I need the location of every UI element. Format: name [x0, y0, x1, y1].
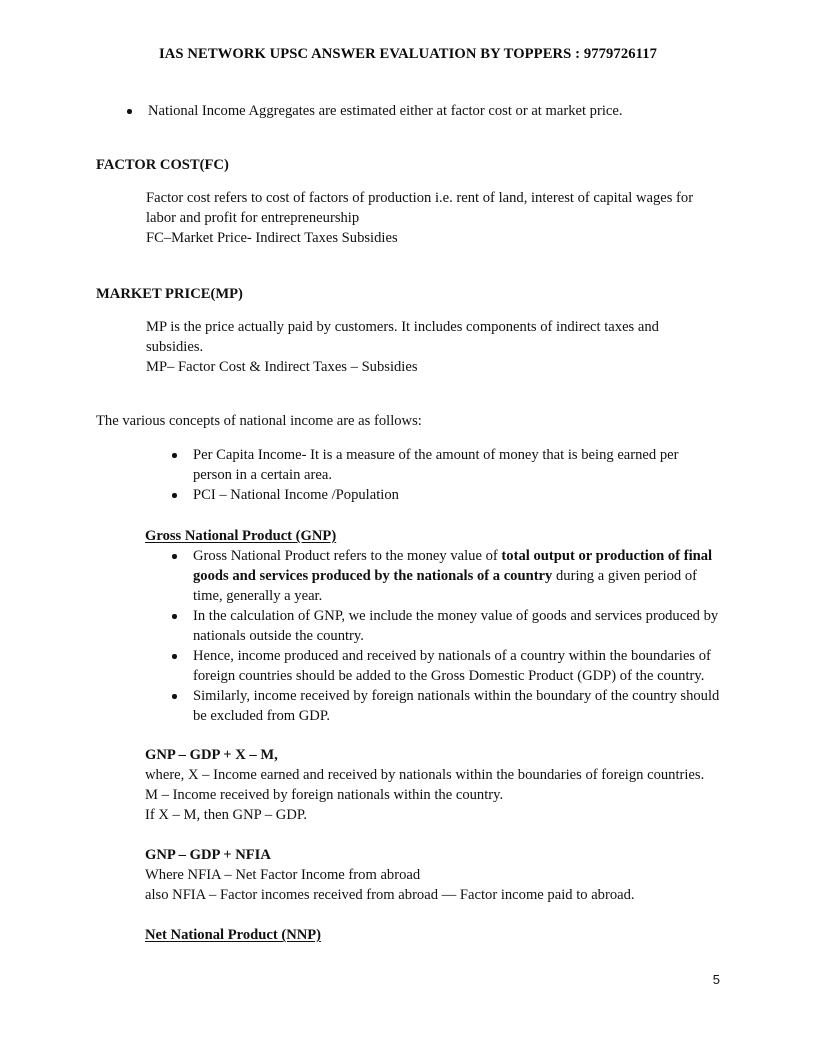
list-item [172, 485, 692, 505]
section-heading-factor-cost: FACTOR COST(FC) [96, 157, 229, 173]
list-item [172, 646, 720, 686]
gnp-bullet-1-pre: Gross National Product refers to the money value of [193, 548, 502, 564]
concepts-intro-text: The various concepts of national income are as follows: [96, 413, 422, 429]
intro-bullet-list [127, 101, 727, 121]
gnp-formula-1-note-3: If X – M, then GNP – GDP. [145, 807, 308, 823]
bullet-dot-icon [172, 493, 177, 498]
gnp-formula-2: GNP – GDP + NFIA [145, 847, 271, 863]
gnp-bullet-4: Similarly, income received by foreign nationals within the boundary of the country should be excluded from GDP. [193, 688, 720, 724]
page-number: 5 [712, 972, 720, 987]
gnp-formula-1-note-1: where, X – Income earned and received by nationals within the boundaries of foreign countries. [145, 767, 705, 783]
market-price-paragraph: MP is the price actually paid by customers. It includes components of indirect taxes and subsidies. [146, 319, 659, 355]
bullet-dot-icon [172, 453, 177, 458]
per-capita-bullet-2: PCI – National Income /Population [193, 487, 399, 503]
intro-bullet-text: National Income Aggregates are estimated either at factor cost or at market price. [148, 103, 623, 119]
gnp-formula-2-note-1: Where NFIA – Net Factor Income from abroad [145, 867, 421, 883]
list-item [172, 686, 720, 726]
gnp-bullet-2: In the calculation of GNP, we include the money value of goods and services produced by nationals outside the country. [193, 608, 719, 644]
market-price-formula: MP– Factor Cost & Indirect Taxes – Subsidies [146, 359, 418, 375]
list-item [172, 445, 692, 485]
gnp-bullet-1-post: during a given period of time, generally a year. [193, 568, 698, 604]
section-heading-nnp: Net National Product (NNP) [145, 927, 322, 943]
list-item [172, 546, 720, 606]
gnp-bullet-list [172, 546, 720, 726]
factor-cost-paragraph: Factor cost refers to cost of factors of production i.e. rent of land, interest of capital wages for labor and profit for entrepreneurship [146, 190, 694, 226]
section-heading-gnp: Gross National Product (GNP) [145, 528, 337, 544]
document-header-title: IAS NETWORK UPSC ANSWER EVALUATION BY TOPPERS : 9779726117 [158, 46, 658, 62]
gnp-bullet-1-bold: total output or production of final goods and services produced by the nationals of a country [193, 548, 713, 584]
section-heading-market-price: MARKET PRICE(MP) [96, 286, 243, 302]
bullet-dot-icon [172, 614, 177, 619]
bullet-dot-icon [172, 554, 177, 559]
bullet-dot-icon [127, 109, 132, 114]
gnp-formula-1: GNP – GDP + X – M, [145, 747, 278, 763]
list-item [127, 101, 727, 121]
bullet-dot-icon [172, 654, 177, 659]
per-capita-bullet-1: Per Capita Income- It is a measure of the amount of money that is being earned per person in a certain area. [193, 447, 679, 483]
gnp-formula-1-note-2: M – Income received by foreign nationals within the country. [145, 787, 504, 803]
gnp-formula-2-note-2: also NFIA – Factor incomes received from abroad — Factor income paid to abroad. [145, 887, 635, 903]
per-capita-bullet-list [172, 445, 692, 505]
gnp-bullet-3: Hence, income produced and received by nationals of a country within the boundaries of foreign countries should be added to the Gross Domestic Product (GDP) of the country. [193, 648, 711, 684]
list-item [172, 606, 720, 646]
factor-cost-formula: FC–Market Price- Indirect Taxes Subsidies [146, 230, 398, 246]
bullet-dot-icon [172, 694, 177, 699]
